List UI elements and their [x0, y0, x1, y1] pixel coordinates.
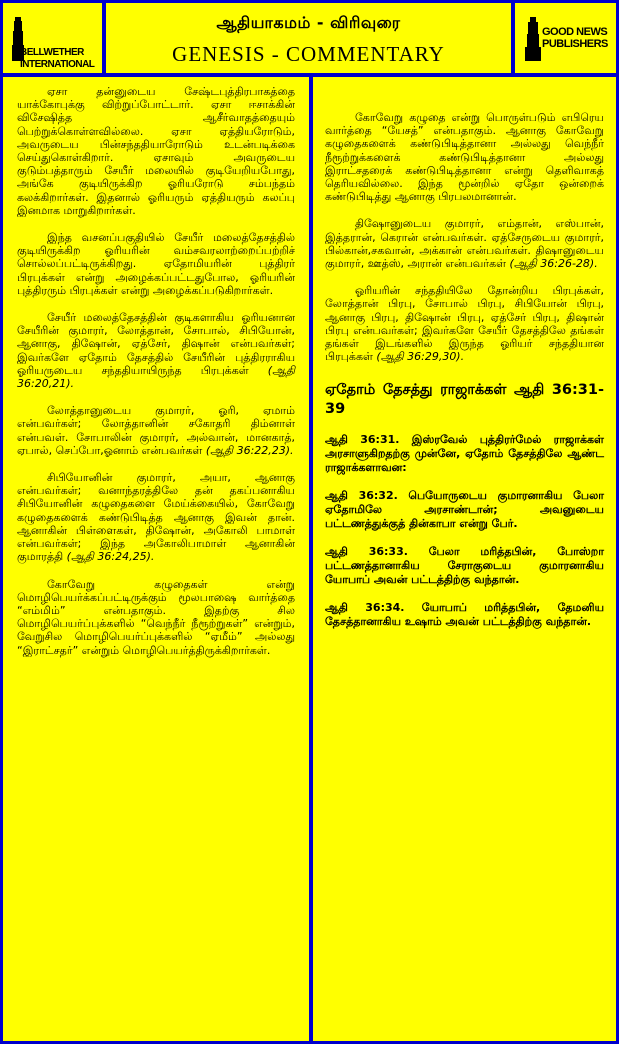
bellwether-logo-text: BELLWETHER INTERNATIONAL — [20, 47, 95, 70]
left-paragraph-2: இந்த வசனப்பகுதியில் சேயீர் மலைத்தேசத்தில் குடியிருக்கிற ஓரியரின் வம்சவரலாற்றைப்பற்றிச் சொல்லப்பட்டிருக்கிறது. ஏதோமியரின் புத்திரர் பிரபுக்கள் என்று அழைக்கப்பட்டதுபோல, ஓரியரின் புத்திரரும் பிரபுக்கள் என்று அழைக்கப்படுகிறார்கள். — [17, 231, 295, 297]
left-paragraph-4-text: லோத்தானுடைய குமாரர், ஓரி, ஏமாம் என்பவர்கள்; லோத்தானின் சகோதரி திம்னாள் என்பவள். சோபாலின் குமாரர், அல்வான், மானகாத், ஏபால், செப்போ,ஓனாம் என்பவர்கள் — [17, 404, 295, 457]
scripture-reference: (ஆதி 36:29,30). — [376, 350, 465, 364]
scripture-reference: (ஆதி 36:20,21). — [17, 363, 295, 391]
verse-36-31: ஆதி 36:31. இஸ்ரவேல் புத்திரர்மேல் ராஜாக்கள் அரசாளுகிறதற்கு முன்னே, ஏதோம் தேசத்திலே ஆண்ட ராஜாக்களாவன: — [325, 433, 604, 475]
verse-36-34: ஆதி 36:34. யோபாப் மரித்தபின், தேமனிய தேசத்தானாகிய உஷாம் அவன் பட்டத்திற்கு வந்தான். — [325, 601, 604, 629]
scripture-reference: (ஆதி 36:24,25). — [66, 550, 155, 564]
book-publisher-icon — [525, 17, 541, 61]
scripture-reference: (ஆதி 36:22,23). — [205, 443, 294, 457]
right-paragraph-3-text: ஓரியரின் சந்ததியிலே தோன்றிய பிரபுக்கள், லோத்தான் பிரபு, சோபால் பிரபு, சிபியோன் பிரபு, ஆனாகு பிரபு, திஷோன் பிரபு, ஏத்சேர் பிரபு, திஷான் பிரபு என்பவர்கள்; இவர்களே சேயீர் தேசத்திலே தங்கள் தங்கள் இடங்களில் இருந்த ஓரியர் சந்ததியான பிரபுக்கள் — [325, 284, 604, 364]
page-title-english: GENESIS - COMMENTARY — [172, 42, 445, 66]
header-title-panel — [106, 3, 511, 73]
left-column — [3, 77, 309, 1041]
verse-36-32: ஆதி 36:32. பெயோருடைய குமாரனாகிய பேலா ஏதோமிலே அரசாண்டான்; அவனுடைய பட்டணத்துக்குத் தின்காபா என்று பேர். — [325, 489, 604, 531]
good-news-logo — [515, 3, 616, 73]
left-paragraph-4 — [17, 404, 295, 457]
verse-36-33: ஆதி 36:33. பேலா மரித்தபின், போஸ்றா பட்டணத்தானாகிய சேராகுடைய குமாரனாகிய யோபாப் அவன் பட்டத்திற்கு வந்தான். — [325, 545, 604, 587]
left-paragraph-1: ஏசா தன்னுடைய சேஷ்டபுத்திரபாகத்தை யாக்கோபுக்கு விற்றுப்போட்டார். ஏசா ஈசாக்கின் விசேஷித்த ஆசீர்வாதத்தையும் பெற்றுக்கொள்ளவில்லை. ஏசா ஏத்தியரோடும், அவருடைய பின்சந்ததியாரோடும் உடன்படிக்கை செய்துகொள்கிறார். ஏசாவும் அவருடைய குடும்பத்தாரும் சேயீர் மலையில் குடியேறியபோது, அங்கே குடியிருக்கிற ஓரியரோடு சம்பந்தம் கலக்கிறார்கள். இதனால் ஓரியரும் ஏத்தியரும் கலப்பு இனமாக மாறுகிறார்கள். — [17, 85, 295, 217]
header-left-logo-panel — [3, 3, 102, 73]
left-paragraph-3 — [17, 311, 295, 390]
left-paragraph-3-text: சேயீர் மலைத்தேசத்தின் குடிகளாகிய ஓரியனான சேயீரின் குமாரர், லோத்தான், சோபால், சிபியோன், ஆனாகு, திஷோன், ஏத்சேர், திஷான் என்பவர்கள்; இவர்களே ஏதோம் தேசத்தில் சேயீரின் புத்திரராகிய ஓரியருடைய சந்ததியாயிருந்த பிரபுக்கள் — [17, 311, 295, 377]
scripture-reference: (ஆதி 36:26-28). — [509, 257, 598, 271]
right-paragraph-3 — [325, 284, 604, 363]
bellwether-logo — [3, 3, 102, 73]
right-column — [313, 77, 616, 1041]
right-paragraph-2-text: திஷோனுடைய குமாரர், எம்தான், எஸ்பான், இத்தரான், கெரான் என்பவர்கள். ஏத்சேருடைய குமாரர், பில்கான்,சகவான், அக்கான் என்பவர்கள். திஷானுடைய குமாரர், ஊத்ஸ், அரான் என்பவர்கள் — [325, 217, 604, 271]
left-paragraph-5-text: சிபியோனின் குமாரர், அயா, ஆனாகு என்பவர்கள்; வனாந்தரத்திலே தன் தகப்பனாகிய சிபியோனின் கழுதைகளை மேய்க்கையில், கோவேறு கழுதைகளைக் கண்டுபிடித்த ஆனாகு இவன் தான். ஆனாகின் பிள்ளைகள், திஷோன், அகோலி பாமாள் என்பவர்கள்; இந்த அகோலிபாமாள் ஆனாகின் குமாரத்தி — [17, 471, 295, 564]
left-paragraph-6: கோவேறு கழுதைகள் என்று மொழிபெயர்க்கப்பட்டிருக்கும் மூலபாஷை வார்த்தை “எம்மிம்” என்பதாகும். இதற்கு சில மொழிபெயர்ப்புக்களில் “வெந்நீர் நீரூற்றுகள்” என்றும், வேறுசில மொழிபெயர்ப்புக்களில் “ஏமீம்” அல்லது “இராட்சதர்” என்றும் மொழிபெயர்த்திருக்கிறார்கள். — [17, 577, 295, 657]
header-right-logo-panel — [515, 3, 616, 73]
left-paragraph-5 — [17, 471, 295, 563]
good-news-logo-text: GOOD NEWS PUBLISHERS — [542, 26, 608, 50]
right-paragraph-2 — [325, 217, 604, 270]
page-title-tamil: ஆதியாகமம் - விரிவுரை — [216, 13, 401, 32]
section-heading: ஏதோம் தேசத்து ராஜாக்கள் ஆதி 36:31-39 — [325, 382, 604, 418]
right-paragraph-1: கோவேறு கழுதை என்று பொருள்படும் எபிரெய வார்த்தை “யேசத்” என்பதாகும். ஆனாகு கோவேறு கழுதைகளைக் கண்டுபிடித்தானா அல்லது வெந்நீர் நீரூற்றுக்களைக் கண்டுபிடித்தானா அல்லது இராட்சதரைக் கண்டுபிடித்தானா என்று தெளிவாகத் தெரியவில்லை. இந்த மூன்றில் ஏதோ ஒன்றைக் கண்டுபிடித்து ஆனாகு பிரபலமானான். — [325, 111, 604, 204]
